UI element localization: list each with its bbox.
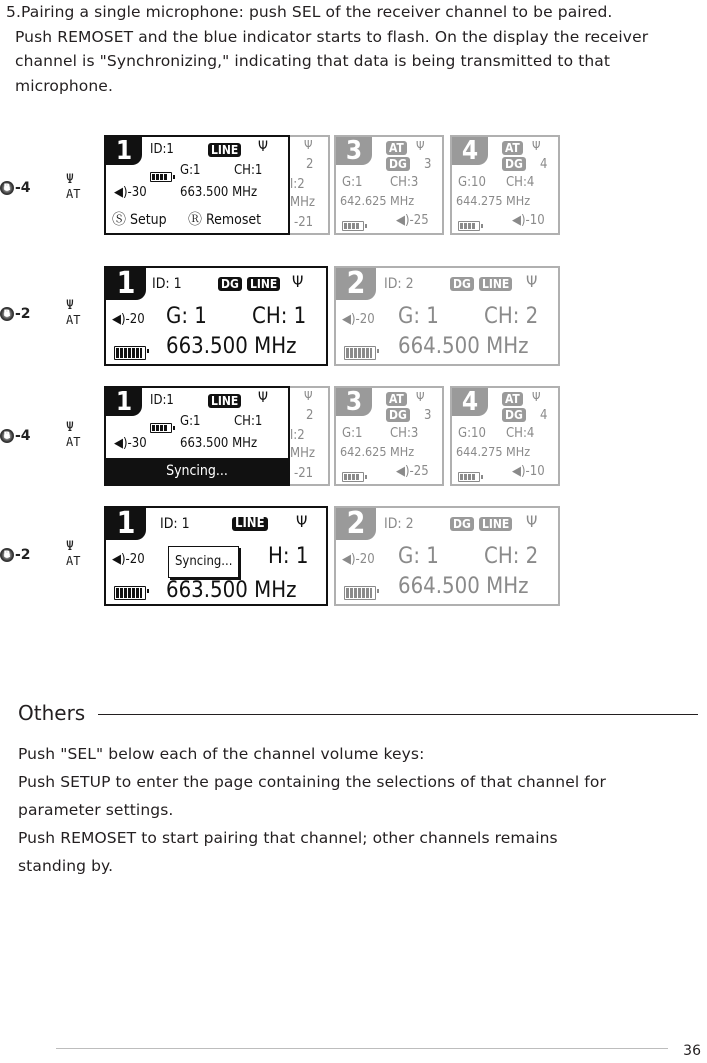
at-tag: AT (502, 141, 523, 155)
row1-side-labels (0, 172, 100, 216)
group-value: G:1 (180, 414, 201, 429)
dg-tag: DG (502, 408, 526, 422)
remoset-option: Ⓡ Remoset (188, 212, 262, 228)
line-tag: LINE (479, 277, 512, 291)
channel-number: 1 (106, 508, 146, 540)
mic-id: ID: 2 (384, 516, 414, 532)
group-value-cut: l:2 (290, 177, 305, 192)
antenna-icon: Ψ (66, 172, 74, 187)
volume-cut: -21 (294, 466, 314, 481)
mic-id: ID:1 (150, 393, 174, 408)
channel-value: CH: 1 (252, 304, 307, 329)
dg-tag: DG (450, 517, 474, 531)
channel-number: 2 (336, 508, 376, 540)
others-line-1: Push "SEL" below each of the channel volume keys: (18, 745, 425, 763)
receiver-icon: R (0, 429, 14, 443)
row2-channel-2-display (334, 266, 560, 366)
frequency-value: 642.625 MHz (340, 193, 415, 208)
battery-icon (150, 417, 172, 436)
battery-icon (344, 342, 376, 361)
frequency-cut: MHz (290, 446, 316, 461)
antenna-indicator: Ψ AT (66, 420, 81, 449)
channel-value: CH: 2 (484, 544, 539, 569)
battery-icon (344, 582, 376, 601)
group-value: G: 1 (398, 544, 439, 569)
at-tag: AT (386, 141, 407, 155)
battery-icon (458, 215, 480, 234)
line-tag: LINE (232, 517, 268, 531)
channel-value: CH:1 (234, 163, 263, 178)
antenna-icon: Ψ (526, 512, 538, 531)
antenna-icon: Ψ (258, 390, 268, 406)
row4-side-labels (0, 539, 100, 583)
syncing-popup: Syncing... (168, 546, 239, 578)
channel-value: CH: 2 (484, 304, 539, 329)
receiver-badge: R -2 (0, 547, 31, 563)
frequency-cut: MHz (290, 195, 316, 210)
channel-number: 1 (106, 137, 142, 165)
dg-tag: DG (218, 277, 242, 291)
frequency-value-partial: 663.500 MHz (166, 578, 297, 600)
channel-number: 2 (336, 268, 376, 300)
volume-value: ◀)-10 (512, 213, 545, 228)
antenna-icon: Ψ (258, 139, 268, 155)
frequency-value: 642.625 MHz (340, 444, 415, 459)
channel-value-partial: H: 1 (268, 544, 309, 569)
mic-number: 4 (540, 157, 548, 172)
antenna-icon: Ψ (304, 389, 313, 403)
antenna-icon: Ψ (292, 272, 304, 291)
group-value: G: 1 (166, 304, 207, 329)
channel-number: 3 (336, 388, 372, 416)
row1-channel-2-partial-display (290, 135, 330, 235)
row2-side-labels (0, 298, 100, 342)
footer-divider (56, 1048, 668, 1049)
volume-value: ◀)-30 (114, 436, 147, 451)
battery-icon (114, 342, 146, 361)
row3-channel-3-display (334, 386, 444, 486)
intro-paragraph (6, 0, 706, 98)
group-value: G:10 (458, 175, 486, 190)
group-value: G: 1 (398, 304, 439, 329)
intro-line-1: 5.Pairing a single microphone: push SEL of the receiver channel to be paired. (6, 3, 613, 21)
channel-value: CH:1 (234, 414, 263, 429)
receiver-icon: R (0, 548, 14, 562)
line-tag: LINE (479, 517, 512, 531)
others-line-2: Push SETUP to enter the page containing the selections of that channel for (18, 773, 606, 791)
mic-id: ID: 1 (152, 276, 182, 292)
channel-number: 2 (306, 157, 314, 172)
mic-number: 4 (540, 408, 548, 423)
row4-channel-2-display (334, 506, 560, 606)
others-line-5: standing by. (18, 857, 114, 875)
line-tag: LINE (208, 394, 241, 408)
volume-value: ◀)-20 (112, 312, 145, 327)
intro-line-4: microphone. (15, 76, 113, 95)
frequency-value: 644.275 MHz (456, 193, 531, 208)
at-tag: AT (502, 392, 523, 406)
page-number: 36 (683, 1043, 701, 1059)
others-section-title: Others (18, 701, 86, 725)
at-tag: AT (386, 392, 407, 406)
antenna-icon: Ψ (416, 139, 425, 153)
antenna-icon: Ψ (66, 298, 74, 313)
section-divider (98, 714, 698, 715)
antenna-icon: Ψ (532, 390, 541, 404)
dg-tag: DG (386, 408, 410, 422)
row1-channel-4-display (450, 135, 560, 235)
antenna-icon: Ψ (296, 512, 308, 531)
others-line-4: Push REMOSET to start pairing that channel; other channels remains (18, 829, 558, 847)
volume-value: ◀)-25 (396, 213, 429, 228)
channel-number: 3 (336, 137, 372, 165)
receiver-icon: R (0, 307, 14, 321)
row3-side-labels (0, 420, 100, 464)
mic-id: ID:1 (150, 142, 174, 157)
receiver-icon: R (0, 181, 14, 195)
row1-channel-3-display (334, 135, 444, 235)
row3-channel-1-display (104, 386, 290, 486)
antenna-indicator: Ψ AT (66, 172, 81, 201)
frequency-value: 644.275 MHz (456, 444, 531, 459)
antenna-icon: Ψ (66, 539, 74, 554)
battery-icon (342, 215, 364, 234)
channel-number: 1 (106, 268, 146, 300)
row1-channel-1-display (104, 135, 290, 235)
row3-channel-4-display (450, 386, 560, 486)
antenna-icon: Ψ (304, 138, 313, 152)
receiver-badge: R -4 (0, 180, 31, 196)
antenna-icon: Ψ (526, 272, 538, 291)
intro-line-3: channel is "Synchronizing," indicating that data is being transmitted to that (15, 52, 611, 70)
group-value: G:10 (458, 426, 486, 441)
battery-icon (114, 582, 146, 601)
volume-cut: -21 (294, 215, 314, 230)
row2-channel-1-display (104, 266, 328, 366)
group-value-cut: l:2 (290, 428, 305, 443)
syncing-bar: Syncing... (106, 458, 288, 484)
battery-icon (342, 466, 364, 485)
channel-number: 1 (106, 388, 142, 416)
dg-tag: DG (502, 157, 526, 171)
setup-option: Ⓢ Setup (112, 212, 167, 228)
group-value: G:1 (342, 175, 363, 190)
mic-id: ID: 1 (160, 516, 190, 532)
frequency-value: 663.500 MHz (180, 185, 258, 200)
volume-value: ◀)-20 (342, 552, 375, 567)
frequency-value: 664.500 MHz (398, 334, 529, 359)
volume-value: ◀)-20 (342, 312, 375, 327)
battery-icon (458, 466, 480, 485)
group-value: G:1 (180, 163, 201, 178)
channel-value: CH:4 (506, 426, 535, 441)
line-tag: LINE (208, 143, 241, 157)
antenna-icon: Ψ (532, 139, 541, 153)
row3-channel-2-partial-display (290, 386, 330, 486)
mic-number: 3 (424, 408, 432, 423)
channel-number: 4 (452, 388, 488, 416)
volume-value: ◀)-25 (396, 464, 429, 479)
channel-value: CH:3 (390, 426, 419, 441)
frequency-value: 664.500 MHz (398, 574, 529, 599)
channel-number: 4 (452, 137, 488, 165)
others-line-3: parameter settings. (18, 801, 174, 819)
volume-value: ◀)-20 (112, 552, 145, 567)
channel-number: 2 (306, 408, 314, 423)
receiver-badge: R -2 (0, 306, 31, 322)
others-paragraph (18, 740, 698, 880)
mic-id: ID: 2 (384, 276, 414, 292)
receiver-badge: R -4 (0, 428, 31, 444)
channel-value: CH:4 (506, 175, 535, 190)
channel-value: CH:3 (390, 175, 419, 190)
antenna-icon: Ψ (66, 420, 74, 435)
group-value: G:1 (342, 426, 363, 441)
intro-line-2: Push REMOSET and the blue indicator starts to flash. On the display the receiver (15, 27, 649, 46)
frequency-value: 663.500 MHz (166, 334, 297, 359)
mic-number: 3 (424, 157, 432, 172)
antenna-indicator: Ψ AT (66, 298, 81, 327)
row4-channel-1-display (104, 506, 328, 606)
antenna-indicator: Ψ AT (66, 539, 81, 568)
frequency-value: 663.500 MHz (180, 436, 258, 451)
battery-icon (150, 166, 172, 185)
line-tag: LINE (247, 277, 280, 291)
volume-value: ◀)-30 (114, 185, 147, 200)
volume-value: ◀)-10 (512, 464, 545, 479)
antenna-icon: Ψ (416, 390, 425, 404)
dg-tag: DG (450, 277, 474, 291)
dg-tag: DG (386, 157, 410, 171)
